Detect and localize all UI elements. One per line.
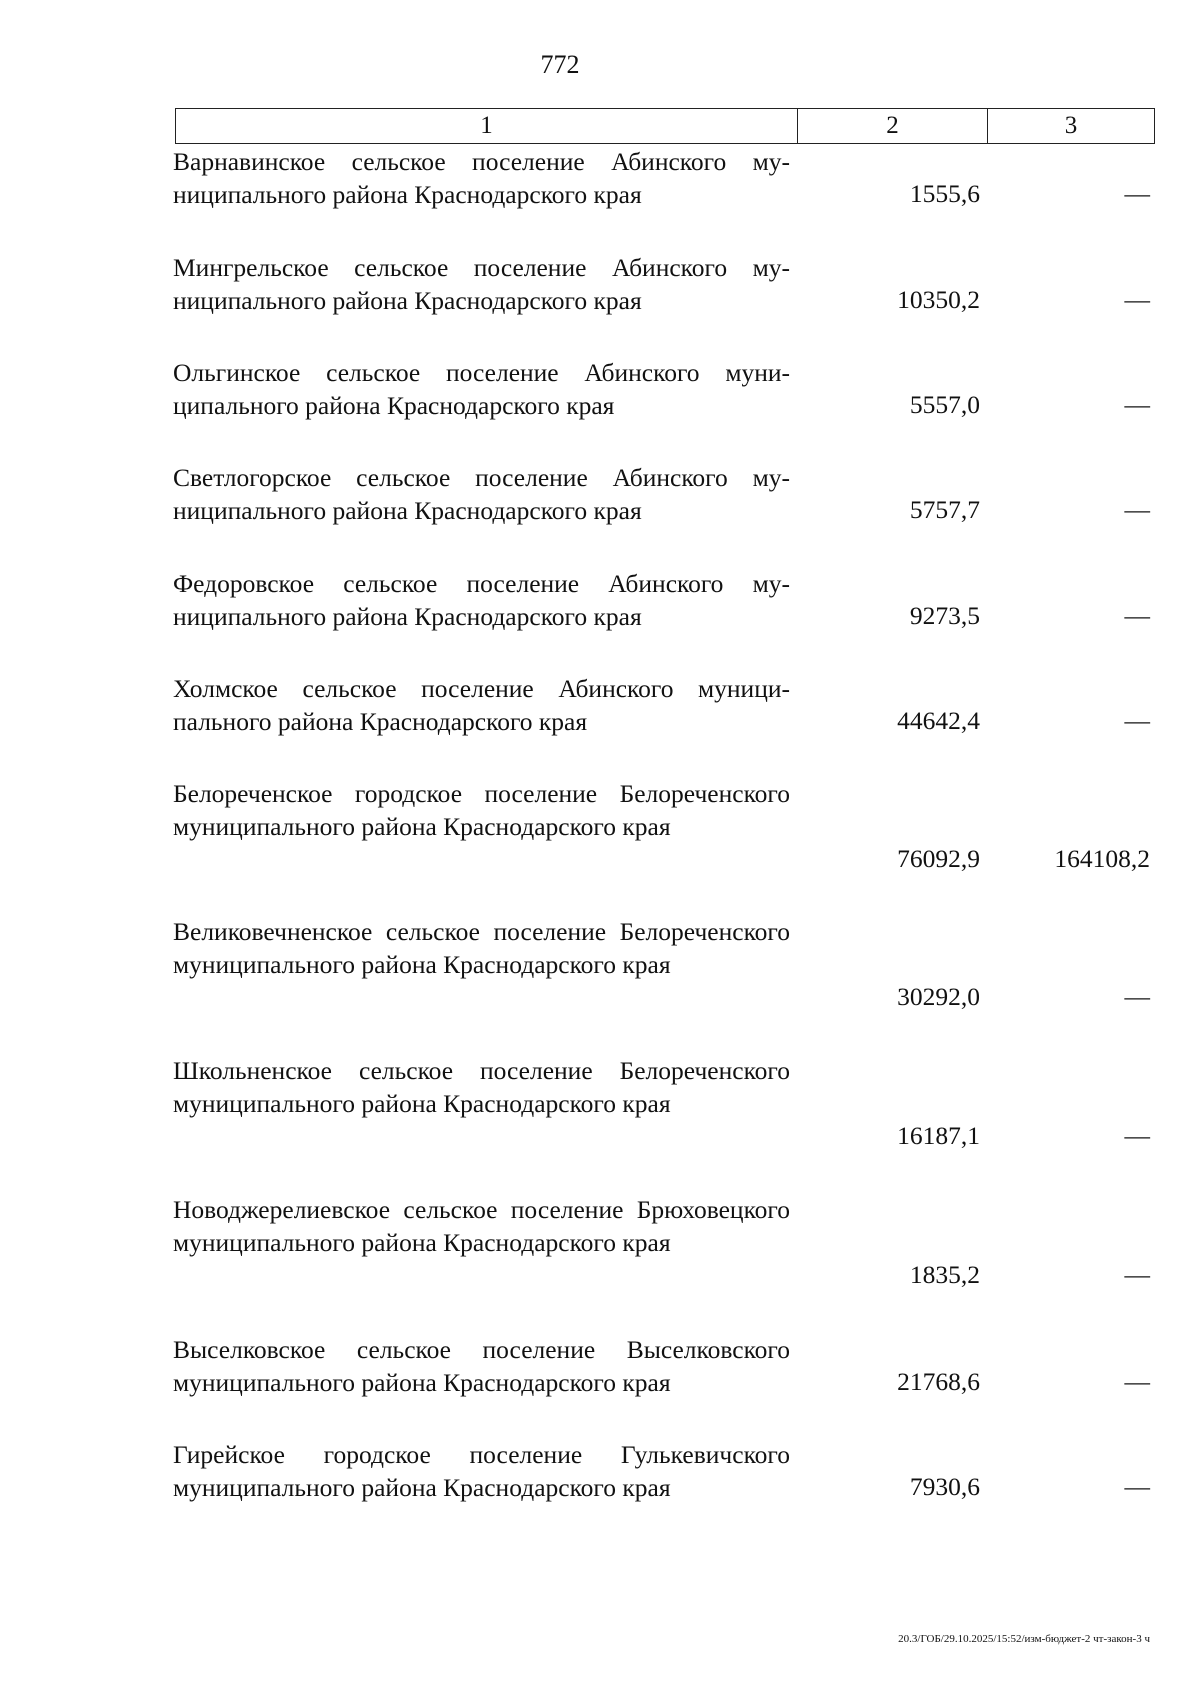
settlement-name: Белореченское городское поселение Белореченского муниципального района Краснодарского края (173, 779, 790, 841)
amount-col-2: 1555,6 (909, 179, 980, 208)
settlement-name: Школьненское сельское поселение Белореченского муниципального района Краснодарского края (173, 1056, 790, 1118)
settlement-name: Федоровское сельское поселение Абинского муниципального района Краснодарского края (173, 569, 790, 631)
header-col-1: 1 (176, 109, 798, 143)
amount-col-3: — (1124, 495, 1150, 524)
amount-col-2: 7930,6 (909, 1472, 980, 1501)
amount-col-3: — (1124, 1472, 1150, 1501)
amount-col-2: 1835,2 (909, 1260, 980, 1289)
amount-col-3: — (1124, 390, 1150, 419)
settlement-name: Светлогорское сельское поселение Абинского муниципального района Краснодарского края (173, 463, 790, 525)
amount-col-3: — (1124, 179, 1150, 208)
amount-col-3: — (1124, 601, 1150, 630)
settlement-name: Мингрельское сельское поселение Абинского муниципального района Краснодарского края (173, 253, 790, 315)
amount-col-2: 5757,7 (909, 495, 980, 524)
settlement-name: Новоджерелиевское сельское поселение Брюховецкого муниципального района Краснодарского края (173, 1195, 790, 1257)
amount-col-3: 164108,2 (1054, 844, 1150, 873)
header-col-3: 3 (1064, 112, 1078, 139)
table-header (175, 108, 1155, 144)
settlement-name: Гирейское городское поселение Гулькевичского муниципального района Краснодарского края (173, 1440, 790, 1502)
settlement-name: Варнавинское сельское поселение Абинского муниципального района Краснодарского края (173, 147, 790, 209)
amount-col-3: — (1124, 1367, 1150, 1396)
amount-col-2: 21768,6 (897, 1367, 980, 1396)
amount-col-2: 5557,0 (909, 390, 980, 419)
amount-col-2: 9273,5 (909, 601, 980, 630)
settlement-name: Великовечненское сельское поселение Белореченского муниципального района Краснодарского края (173, 917, 790, 979)
amount-col-2: 44642,4 (897, 706, 980, 735)
amount-col-2: 16187,1 (897, 1121, 980, 1150)
settlement-name: Выселковское сельское поселение Выселковского муниципального района Краснодарского края (173, 1335, 790, 1397)
settlement-name: Ольгинское сельское поселение Абинского муниципального района Краснодарского края (173, 358, 790, 420)
settlement-name: Холмское сельское поселение Абинского муниципального района Краснодарского края (173, 674, 790, 736)
amount-col-3: — (1124, 982, 1150, 1011)
amount-col-3: — (1124, 285, 1150, 314)
amount-col-3: — (1124, 1260, 1150, 1289)
page-number: 772 (540, 50, 580, 79)
header-col-2: 2 (798, 109, 988, 143)
document-stamp: 20.3/ГОБ/29.10.2025/15:52/изм-бюджет-2 чт-закон-3 ч (898, 1633, 1150, 1645)
amount-col-2: 76092,9 (897, 844, 980, 873)
amount-col-3: — (1124, 1121, 1150, 1150)
amount-col-2: 10350,2 (897, 285, 980, 314)
amount-col-3: — (1124, 706, 1150, 735)
amount-col-2: 30292,0 (897, 982, 980, 1011)
